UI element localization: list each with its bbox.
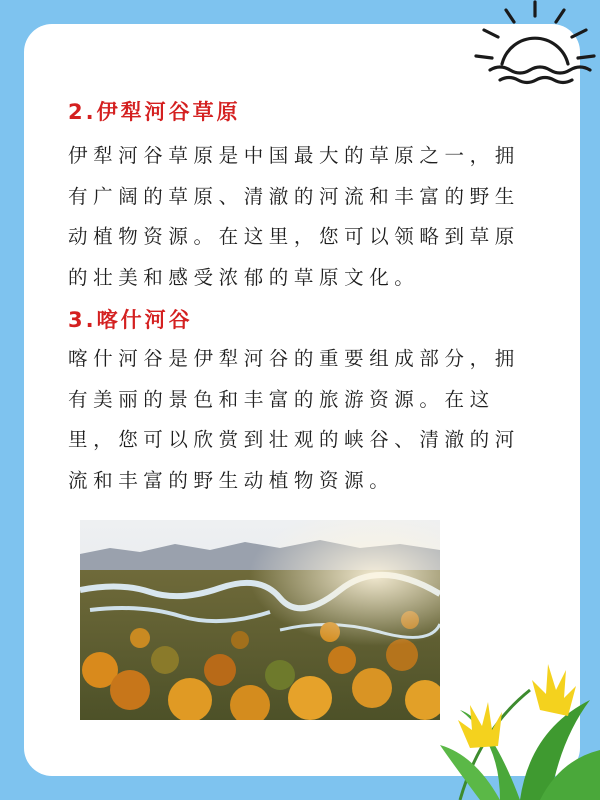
section-title-kashi-valley: 3.喀什河谷 <box>68 308 193 332</box>
section-title-yili-grassland: 2.伊犁河谷草原 <box>68 100 241 124</box>
sun-over-waves-icon <box>470 0 600 92</box>
section-body-yili-grassland: 伊犁河谷草原是中国最大的草原之一，拥有广阔的草原、清澈的河流和丰富的野生动植物资源。在这里，您可以领略到草原的壮美和感受浓郁的草原文化。 <box>68 144 520 289</box>
valley-landscape-photo <box>80 520 440 720</box>
section-body-kashi-valley: 喀什河谷是伊犁河谷的重要组成部分，拥有美丽的景色和丰富的旅游资源。在这里，您可以欣赏到壮观的峡谷、清澈的河流和丰富的野生动植物资源。 <box>68 347 520 492</box>
tropical-plant-decoration <box>440 650 600 800</box>
